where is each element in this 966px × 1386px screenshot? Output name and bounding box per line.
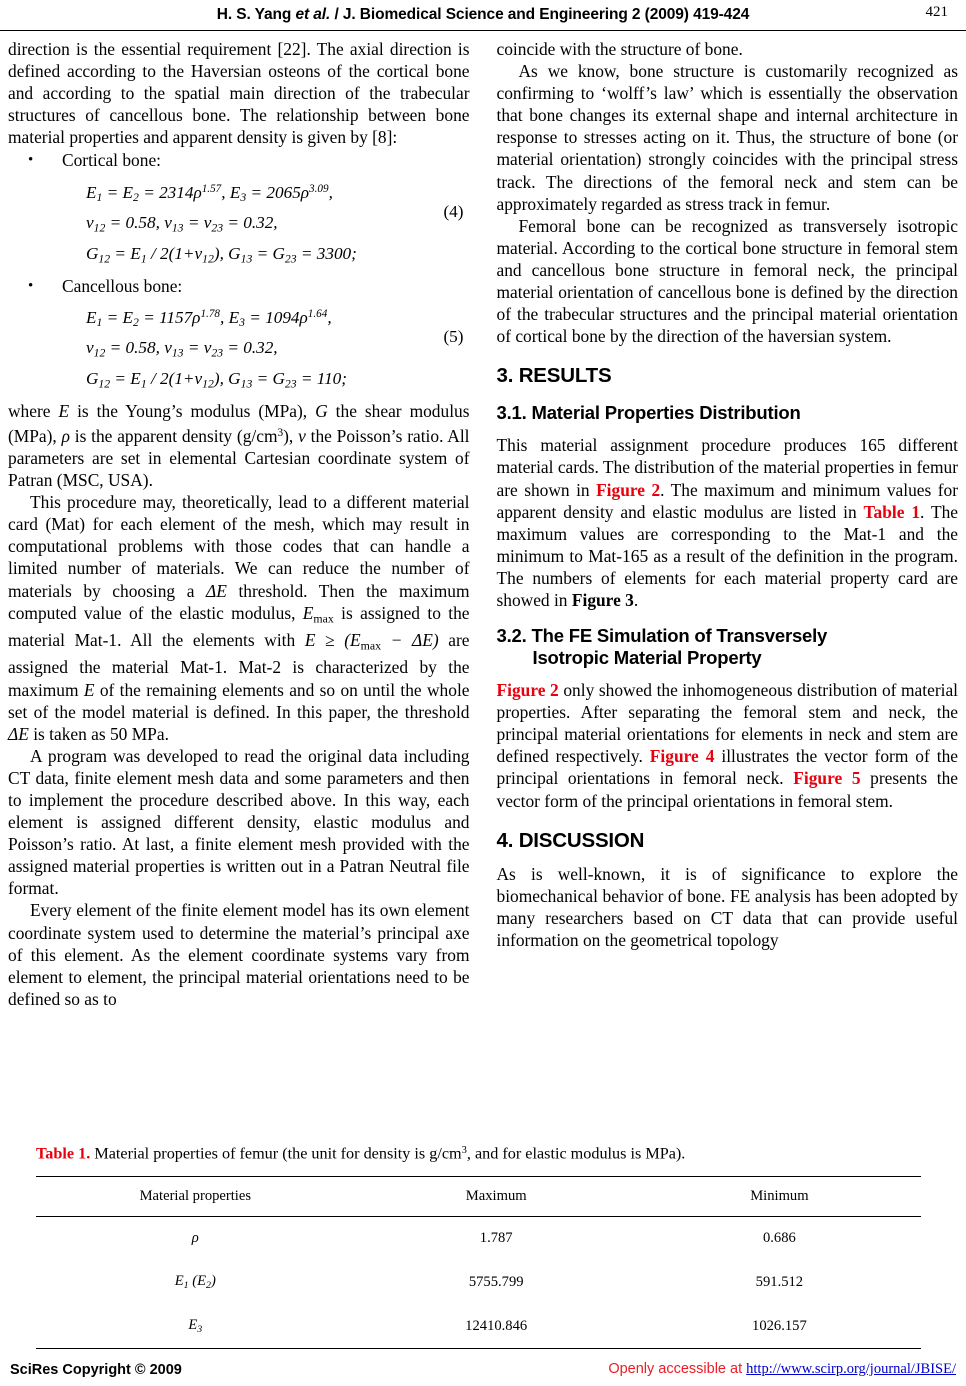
cell-maximum: 5755.799: [468, 1273, 524, 1290]
list-item-cancellous-bone: [8, 275, 470, 297]
table-row: [36, 1217, 921, 1261]
text-run: is taken as 50 MPa.: [28, 723, 169, 744]
equation-4-number: (4): [443, 202, 464, 222]
heading-line-1: 3.2. The FE Simulation of Transversely: [496, 625, 828, 647]
text-run: where: [8, 400, 59, 421]
text-run: illustrates the vector form of the principal orientations in femoral neck.: [496, 746, 958, 789]
heading-results: 3. RESULTS: [496, 364, 612, 388]
cell-maximum: 12410.846: [355, 1304, 638, 1348]
symbol-G: G: [315, 400, 328, 421]
table-header-row: [36, 1177, 921, 1217]
table-1-block: [36, 1140, 921, 1349]
reference-figure-2[interactable]: Figure 2: [596, 479, 661, 500]
article-body: [8, 38, 958, 1010]
running-head-authors: H. S. Yang: [216, 6, 292, 23]
reference-figure-5[interactable]: Figure 5: [793, 768, 861, 789]
paragraph-material-cards: [497, 434, 959, 611]
paragraph-program-development: A program was developed to read the original data including CT data, finite element mesh data and some parameters and then to implement the procedure described above. In this way, each element is assigned different density, elastic modulus and Poisson’s ratio. At last, a finite element mesh provided with the assigned material properties is written out in a Patran Neutral file format.: [8, 745, 470, 899]
column-header-maximum: Maximum: [355, 1177, 638, 1217]
symbol-nu: ν: [298, 425, 306, 446]
cell-maximum: 1.787: [479, 1230, 513, 1247]
running-head-etal: et al.: [295, 6, 331, 23]
inline-condition: E ≥ (E: [304, 630, 361, 650]
equation-5-line-2: $\nu_{12} = 0.58$, $\nu_{13} = \nu_{23} = 0.32$,: [86, 338, 278, 360]
text-run: is assigned to the material Mat-1. All the elements with: [8, 602, 470, 650]
text-run: is the Young’s modulus (MPa),: [69, 400, 316, 421]
paragraph-wolffs-law: As we know, bone structure is customarily recognized as confirming to ‘wolff’s law’ which is essentially the observation that bone changes its external shape and internal architecture in response to stresses acting on it. Thus, the structure of bone (or material orientation) strongly coincides with the principal stress track. The directions of the femoral neck and stem can be approximately regarded as stress track in femur.: [496, 61, 958, 214]
paragraph-principal-orientations: [497, 679, 959, 812]
symbol-delta-E: ΔE: [8, 723, 29, 744]
text-run: only showed the inhomogeneous distribution of material properties. After separating the femoral stem and neck, the principal material orientations for elements in neck and stem are defined respectively.: [496, 680, 958, 767]
cell-property: $E_3$: [36, 1304, 355, 1348]
reference-figure-2[interactable]: Figure 2: [496, 680, 559, 701]
text-run: . The maximum and minimum values for apparent density and elastic modulus are listed in: [496, 479, 958, 522]
text-run: This material assignment procedure produces 165 different material cards. The distribution of the material properties in femur are shown in: [496, 435, 958, 500]
list-item-label: Cortical bone:: [62, 150, 162, 171]
symbol-rho: ρ: [61, 425, 70, 446]
equation-5-number: (5): [443, 327, 464, 347]
equation-4-line-2: $\nu_{12} = 0.58$, $\nu_{13} = \nu_{23} = 0.32$,: [86, 213, 278, 235]
list-item-cortical-bone: [8, 149, 470, 171]
text-run: the Poisson’s ratio. All parameters are set in elemental Cartesian coordinate system of Patran (MSC, USA).: [8, 425, 470, 491]
column-header-minimum: Minimum: [638, 1177, 921, 1217]
copyright-notice: SciRes Copyright © 2009: [10, 1362, 182, 1378]
reference-figure-4[interactable]: Figure 4: [649, 746, 715, 767]
right-column: [497, 38, 959, 1010]
left-column: [8, 38, 470, 1010]
heading-line-2: Isotropic Material Property: [532, 647, 762, 669]
table-caption-label: Table 1.: [36, 1144, 91, 1163]
text-run: Material properties of femur (the unit for density is g/cm: [90, 1144, 462, 1163]
paragraph-coincide-structure: coincide with the structure of bone.: [496, 39, 743, 59]
open-access-notice: [608, 1361, 956, 1378]
table-1: [36, 1176, 921, 1349]
symbol-E-max: E: [302, 602, 314, 623]
cell-minimum: 0.686: [762, 1230, 796, 1247]
subscript-max: max: [360, 638, 382, 653]
paragraph-axial-direction: direction is the essential requirement [22]. The axial direction is defined according to the Haversian osteons of the cortical bone and according to the spatial main direction of the trabecular structures of cancellous bone. The relationship between bone material properties and apparent density is given by [8]:: [8, 39, 470, 148]
page-number: 421: [925, 4, 948, 20]
symbol-E: E: [83, 679, 95, 700]
equation-5: [8, 302, 470, 397]
superscript-3: 3: [277, 426, 284, 439]
cell-property: ρ: [191, 1230, 199, 1247]
equation-4-line-3: $G_{12} = E_1 / 2(1+\nu_{12})$, $G_{13} = G_{23} = 3300$;: [86, 243, 357, 266]
symbol-delta-E: ΔE: [206, 580, 227, 601]
table-1-caption: [36, 1140, 921, 1164]
running-head: [0, 0, 966, 30]
paragraph-material-card-reduction: [8, 491, 470, 745]
heading-3-2-fe-simulation: [497, 625, 959, 669]
equation-5-line-1: $E_1 = E_2 = 1157\rho^{1.78}$, $E_3 = 1094\rho^{1.64}$,: [86, 307, 332, 329]
heading-3-1-material-properties-distribution: 3.1. Material Properties Distribution: [496, 402, 801, 424]
journal-url-link[interactable]: http://www.scirp.org/journal/JBISE/: [746, 1361, 956, 1377]
open-access-label: Openly accessible at: [608, 1361, 747, 1377]
running-head-title: [217, 6, 750, 24]
subscript-max: max: [313, 610, 334, 625]
text-run: .: [633, 589, 639, 610]
bullet-icon: •: [28, 277, 34, 294]
cell-minimum: 591.512: [755, 1273, 804, 1290]
text-run: presents the vector form of the principal orientations in femoral stem.: [496, 768, 958, 811]
column-header-material-properties: Material properties: [36, 1177, 355, 1217]
text-run: of the remaining elements and so on until the whole set of the model material is defined. In this paper, the threshold: [8, 679, 470, 722]
equation-4: [8, 177, 470, 272]
reference-table-1[interactable]: Table 1: [863, 501, 921, 522]
inline-condition-tail: − ΔE): [381, 630, 439, 650]
bullet-icon: •: [28, 152, 34, 169]
text-run: , and for elastic modulus is MPa).: [466, 1144, 686, 1163]
symbol-E: E: [58, 400, 70, 421]
equation-5-line-3: $G_{12} = E_1 / 2(1+\nu_{12})$, $G_{13} = G_{23} = 110$;: [86, 369, 347, 391]
table-row: [36, 1260, 921, 1304]
running-head-separator: /: [330, 6, 343, 23]
text-run: are assigned the material Mat-1. Mat-2 is characterized by the maximum: [8, 630, 470, 700]
text-run: This procedure may, theoretically, lead to a different material card (Mat) for each element of the mesh, which may result in computational problems with those codes that can handle a limited number of materials. We can reduce the number of materials by choosing a: [8, 492, 470, 601]
paragraph-symbol-definitions: [8, 400, 470, 491]
paragraph-transversely-isotropic: Femoral bone can be recognized as transversely isotropic material. According to the cortical bone structure in femoral stem and cancellous bone structure in femoral neck, the principal material orientation of cancellous bone is defined by the direction of the trabecular structures and the principal material orientation of cortical bone by the direction of the haversian system.: [496, 215, 958, 347]
text-run: is the apparent density (g/cm: [69, 425, 278, 446]
table-header: [36, 1177, 921, 1217]
cell-property: $E_1$ $(E_2)$: [174, 1273, 216, 1292]
header-divider: [0, 30, 966, 31]
table-row: [36, 1304, 921, 1348]
text-run: the shear modulus (MPa),: [8, 400, 470, 446]
table-body: [36, 1217, 921, 1349]
text-run: threshold. Then the maximum computed value of the elastic modulus,: [8, 580, 470, 623]
equation-4-line-1: $E_1 = E_2 = 2314\rho^{1.57}$, $E_3 = 2065\rho^{3.09}$,: [86, 182, 333, 204]
reference-figure-3[interactable]: Figure 3: [571, 589, 634, 610]
page-footer: [10, 1354, 956, 1378]
paragraph-element-coordinate-system: Every element of the finite element model has its own element coordinate system used to determine the material’s principal axe of this element. As the element coordinate systems vary from element to element, the principal material orientations need to be defined so as to: [8, 900, 470, 1009]
superscript-3: 3: [461, 1145, 467, 1156]
list-item-label: Cancellous bone:: [62, 275, 183, 296]
text-run: . The maximum values are corresponding to the Mat-1 and the minimum to Mat-165 as a result of the definition in the program. The numbers of elements for each material property card are showed in: [496, 501, 958, 610]
paragraph-biomechanical-behavior: As is well-known, it is of significance to explore the biomechanical behavior of bone. FE analysis has been adopted by many researchers based on CT data that can provide useful information on the geometrical topology: [496, 863, 958, 950]
heading-discussion: 4. DISCUSSION: [496, 828, 645, 852]
cell-minimum: 1026.157: [638, 1304, 921, 1348]
text-run: ),: [283, 425, 299, 446]
running-head-journal: J. Biomedical Science and Engineering 2 (2009) 419-424: [342, 6, 750, 23]
